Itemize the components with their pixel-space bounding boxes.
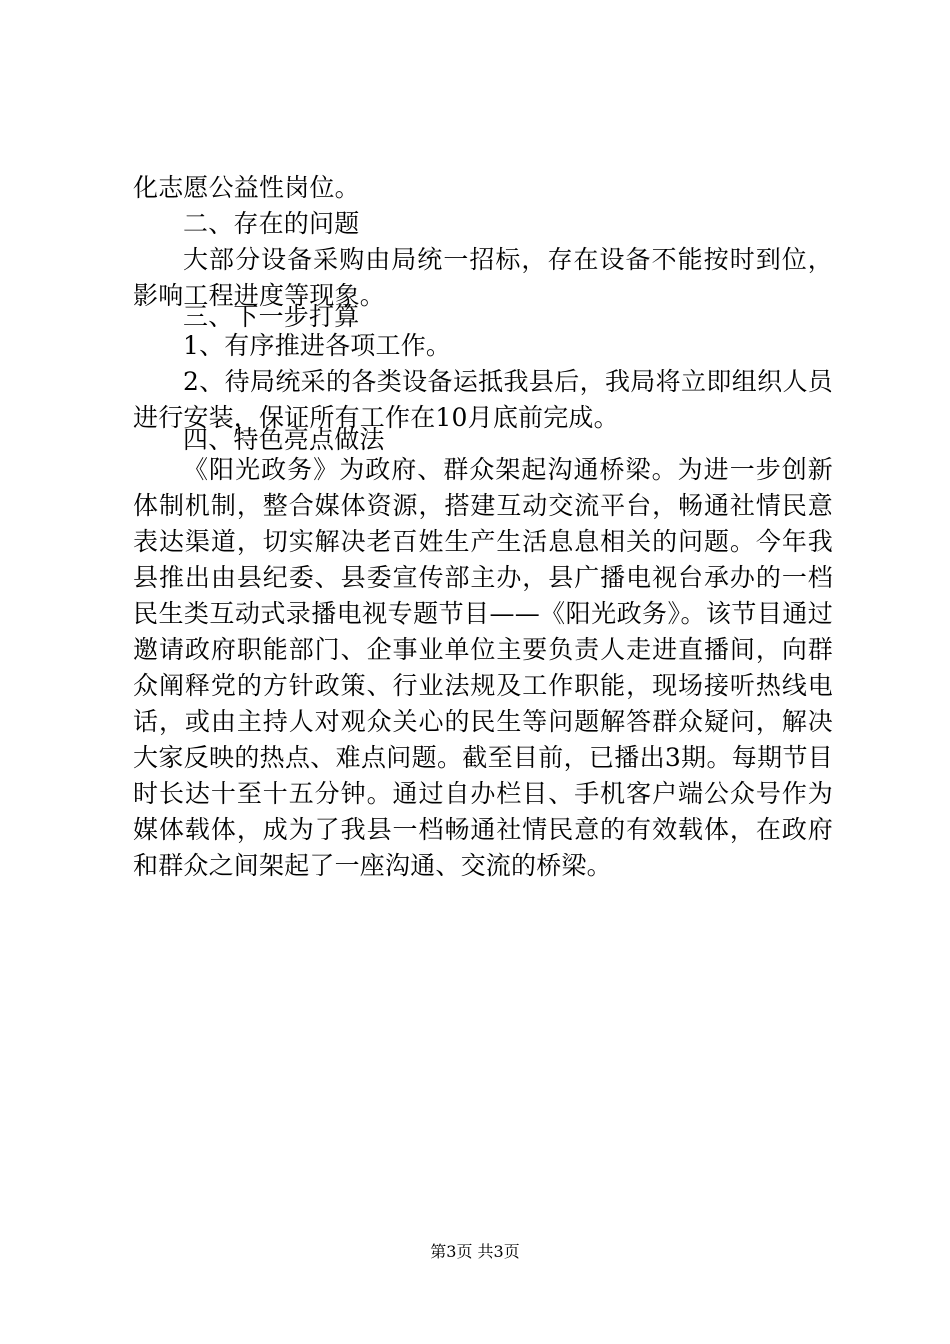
page-footer: 第3页 共3页 (430, 1242, 520, 1261)
list-item-1: 1、有序推进各项工作。 (183, 331, 452, 360)
paragraph-continuation: 化志愿公益性岗位。 (133, 173, 360, 202)
paragraph-problems: 大部分设备采购由局统一招标，存在设备不能按时到位，影响工程进度等现象。 (133, 245, 833, 310)
section-heading-highlights: 四、特色亮点做法 (183, 425, 385, 454)
paragraph-highlights: 《阳光政务》为政府、群众架起沟通桥梁。为进一步创新体制机制，整合媒体资源，搭建互动交流平台，畅通社情民意表达渠道，切实解决老百姓生产生活息息相关的问题。今年我县推出由县纪委、县委宣传部主办，县广播电视台承办的一档民生类互动式录播电视专题节目——《阳光政务》。该节目通过邀请政府职能部门、企事业单位主要负责人走进直播间，向群众阐释党的方针政策、行业法规及工作职能，现场接听热线电话，或由主持人对观众关心的民生等问题解答群众疑问，解决大家反映的热点、难点问题。截至目前，已播出3期。每期节目时长达十至十五分钟。通过自办栏目、手机客户端公众号作为媒体载体，成为了我县一档畅通社情民意的有效载体，在政府和群众之间架起了一座沟通、交流的桥梁。 (133, 455, 833, 880)
list-item-2: 2、待局统采的各类设备运抵我县后，我局将立即组织人员进行安装，保证所有工作在10月底前完成。 (133, 367, 833, 432)
section-heading-problems: 二、存在的问题 (183, 209, 360, 238)
section-heading-next-steps: 三、下一步打算 (183, 302, 360, 331)
